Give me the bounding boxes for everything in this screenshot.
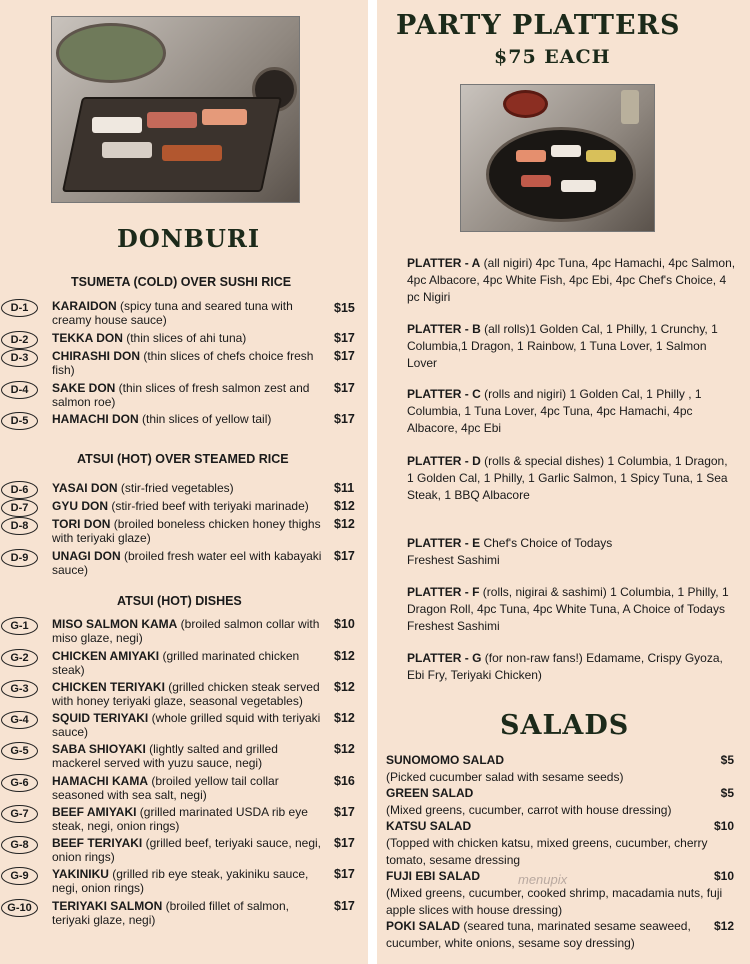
platter-photo [460, 84, 655, 232]
item-price: $12 [334, 711, 355, 725]
salad-name: SUNOMOMO SALAD [386, 753, 504, 767]
item-description: HAMACHI DON (thin slices of yellow tail) [52, 412, 272, 426]
salad-desc: (Mixed greens, cucumber, cooked shrimp, macadamia nuts, fuji apple slices with house dressing) [386, 886, 723, 917]
item-code: D-8 [1, 517, 38, 535]
salad-price: $12 [713, 919, 734, 933]
item-code: D-3 [1, 349, 38, 367]
item-description: TERIYAKI SALMON (broiled fillet of salmon, teriyaki glaze, negi) [52, 899, 289, 927]
item-code: G-4 [1, 711, 38, 729]
item-price: $11 [334, 481, 355, 495]
item-price: $12 [334, 517, 355, 531]
salad-price: $10 [713, 869, 734, 883]
item-description: YASAI DON (stir-fried vegetables) [52, 481, 234, 495]
salad-poki [386, 918, 746, 952]
salad-katsu [386, 818, 746, 869]
item-price: $17 [334, 549, 355, 563]
item-code: G-5 [1, 742, 38, 760]
item-code: D-1 [1, 299, 38, 317]
salad-price: $10 [713, 819, 734, 833]
item-code: G-9 [1, 867, 38, 885]
item-description: BEEF AMIYAKI (grilled marinated USDA rib eye steak, negi, onion rings) [52, 805, 308, 833]
salad-name: GREEN SALAD [386, 786, 474, 800]
item-description: UNAGI DON (broiled fresh water eel with kabayaki sauce) [52, 549, 322, 577]
item-description: GYU DON (stir-fried beef with teriyaki marinade) [52, 499, 309, 513]
item-price: $17 [334, 412, 355, 426]
item-code: G-6 [1, 774, 38, 792]
item-description: YAKINIKU (grilled rib eye steak, yakiniku sauce, negi, onion rings) [52, 867, 309, 895]
salad-green [386, 785, 746, 819]
item-price: $10 [334, 617, 355, 631]
salad-name: POKI SALAD [386, 919, 461, 933]
salad-name: FUJI EBI SALAD [386, 869, 481, 883]
item-price: $17 [334, 805, 355, 819]
platters-title: PARTY PLATTERS [396, 10, 681, 41]
item-code: D-6 [1, 481, 38, 499]
atsui-heading: ATSUI (HOT) OVER STEAMED RICE [77, 452, 289, 466]
platters-subtitle: $75 EACH [494, 46, 611, 68]
item-code: D-7 [1, 499, 38, 517]
item-description: TORI DON (broiled boneless chicken honey thighs with teriyaki glaze) [52, 517, 321, 545]
sushi-tray-photo [51, 16, 300, 203]
platter-c: PLATTER - C (rolls and nigiri) 1 Golden Cal, 1 Philly , 1 Columbia, 1 Tuna Lover, 4pc Tuna, 4pc Hamachi, 4pc Albacore, 4pc Ebi [407, 387, 702, 435]
item-description: MISO SALMON KAMA (broiled salmon collar with miso glaze, negi) [52, 617, 320, 645]
salad-price: $5 [720, 753, 734, 767]
donburi-title: DONBURI [117, 224, 261, 253]
platter-f: PLATTER - F (rolls, nigirai & sashimi) 1 Columbia, 1 Philly, 1 Dragon Roll, 4pc Tuna, 4pc White Tuna, A Choice of Todays Freshest Sashimi [407, 585, 729, 633]
item-description: BEEF TERIYAKI (grilled beef, teriyaki sauce, negi, onion rings) [52, 836, 322, 864]
item-code: G-7 [1, 805, 38, 823]
platter-e: PLATTER - E Chef's Choice of Todays Freshest Sashimi [407, 536, 613, 567]
item-price: $12 [334, 680, 355, 694]
platter-a: PLATTER - A (all nigiri) 4pc Tuna, 4pc Hamachi, 4pc Salmon, 4pc Albacore, 4pc White Fish, 4pc Ebi, 4pc Chef's Choice, 4 pc Nigiri [407, 256, 736, 304]
item-code: G-1 [1, 617, 38, 635]
item-code: D-5 [1, 412, 38, 430]
salad-price: $5 [720, 786, 734, 800]
item-description: CHICKEN AMIYAKI (grilled marinated chicken steak) [52, 649, 300, 677]
item-code: G-8 [1, 836, 38, 854]
dishes-heading: ATSUI (HOT) DISHES [117, 594, 242, 608]
item-code: D-4 [1, 381, 38, 399]
item-description: SQUID TERIYAKI (whole grilled squid with teriyaki sauce) [52, 711, 321, 739]
item-code: D-9 [1, 549, 38, 567]
salad-sunomomo [386, 752, 746, 786]
watermark: menupix [518, 872, 568, 887]
platter-d: PLATTER - D (rolls & special dishes) 1 Columbia, 1 Dragon, 1 Golden Cal, 1 Philly, 1 Garlic Salmon, 1 Spicy Tuna, 1 Sea Steak, 1 BBQ Albacore [407, 454, 728, 502]
item-price: $17 [334, 836, 355, 850]
item-price: $16 [334, 774, 355, 788]
item-code: D-2 [1, 331, 38, 349]
item-description: SAKE DON (thin slices of fresh salmon zest and salmon roe) [52, 381, 310, 409]
item-price: $12 [334, 742, 355, 756]
item-price: $12 [334, 649, 355, 663]
salads-title: SALADS [500, 710, 630, 741]
item-description: CHIRASHI DON (thin slices of chefs choice fresh fish) [52, 349, 314, 377]
item-price: $17 [334, 331, 355, 345]
item-description: TEKKA DON (thin slices of ahi tuna) [52, 331, 247, 345]
item-code: G-3 [1, 680, 38, 698]
item-description: SABA SHIOYAKI (lightly salted and grilled mackerel served with yuzu sauce, negi) [52, 742, 278, 770]
salad-desc: (Mixed greens, cucumber, carrot with house dressing) [386, 803, 672, 817]
item-description: CHICKEN TERIYAKI (grilled chicken steak served with honey teriyaki glaze, seasonal vegetables) [52, 680, 320, 708]
item-code: G-2 [1, 649, 38, 667]
salad-desc: (Picked cucumber salad with sesame seeds) [386, 770, 624, 784]
item-price: $17 [334, 381, 355, 395]
platter-g: PLATTER - G (for non-raw fans!) Edamame, Crispy Gyoza, Ebi Fry, Teriyaki Chicken) [407, 651, 723, 682]
item-price: $15 [334, 301, 355, 315]
salad-name: KATSU SALAD [386, 819, 472, 833]
item-price: $12 [334, 499, 355, 513]
tsumeta-heading: TSUMETA (COLD) OVER SUSHI RICE [71, 275, 292, 289]
item-description: HAMACHI KAMA (broiled yellow tail collar seasoned with sea salt, negi) [52, 774, 279, 802]
item-price: $17 [334, 867, 355, 881]
item-code: G-10 [1, 899, 38, 917]
platter-b: PLATTER - B (all rolls)1 Golden Cal, 1 Philly, 1 Crunchy, 1 Columbia,1 Dragon, 1 Rainbow, 1 Tuna Lover, 1 Salmon Lover [407, 322, 718, 370]
item-description: KARAIDON (spicy tuna and seared tuna with creamy house sauce) [52, 299, 293, 327]
item-price: $17 [334, 349, 355, 363]
salad-desc: (Topped with chicken katsu, mixed greens, cucumber, cherry tomato, sesame dressing [386, 836, 708, 867]
item-price: $17 [334, 899, 355, 913]
salad-desc: (seared tuna, marinated sesame seaweed, cucumber, white onions, sesame soy dressing) [386, 919, 691, 950]
